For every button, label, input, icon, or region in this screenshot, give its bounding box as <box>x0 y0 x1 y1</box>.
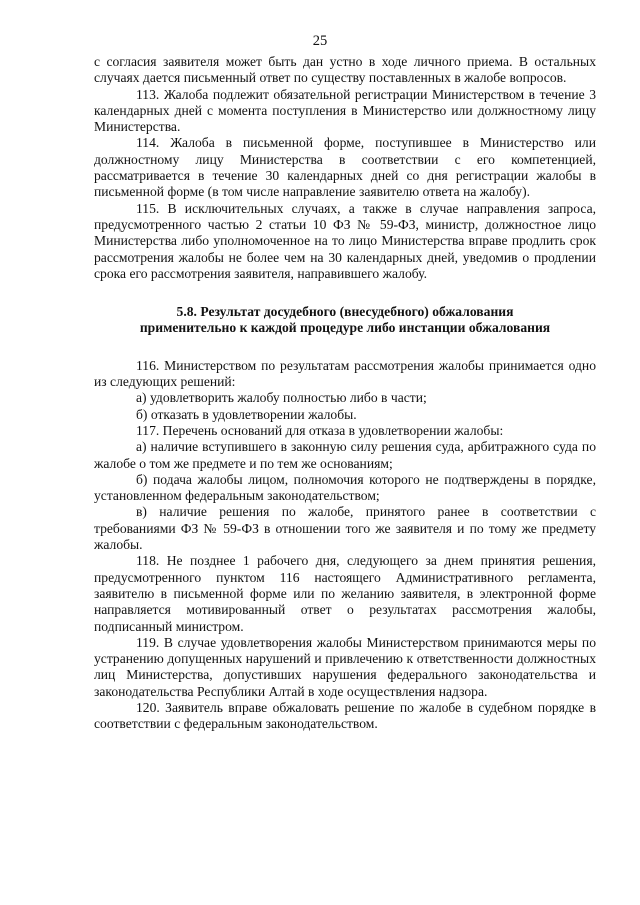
section-heading-line-1: 5.8. Результат досудебного (внесудебного) обжалования <box>176 304 514 320</box>
list-item-117-c: в) наличие решения по жалобе, принятого ранее в соответствии с требованиями ФЗ № 59-ФЗ в отношении того же заявителя и по тому же предмету жалобы. <box>94 504 596 553</box>
list-item-117-b: б) подача жалобы лицом, полномочия которого не подтверждены в порядке, установленном федеральным законодательством; <box>94 471 596 504</box>
paragraph-119: 119. В случае удовлетворения жалобы Министерством принимаются меры по устранению допущенных нарушений и привлечению к ответственности должностных лиц Министерства, допустивших нарушения федерального законодательства и законодательства Республики Алтай в ходе осуществления надзора. <box>94 634 596 699</box>
paragraph-115: 115. В исключительных случаях, а также в случае направления запроса, предусмотренного частью 2 статьи 10 ФЗ № 59-ФЗ, министр, должностное лицо Министерства либо уполномоченное на то лицо Министерства вправе продлить срок рассмотрения жалобы не более чем на 30 календарных дней, уведомив о продлении срока его рассмотрения заявителя, направившего жалобу. <box>94 200 596 281</box>
paragraph-114: 114. Жалоба в письменной форме, поступившее в Министерство или должностному лицу Министерства в соответствии с его компетенцией, рассматривается в течение 30 календарных дней со дня регистрации жалобы в письменной форме (в том числе направление заявителю ответа на жалобу). <box>94 135 596 200</box>
list-item-116-b: б) отказать в удовлетворении жалобы. <box>136 406 357 422</box>
paragraph-118: 118. Не позднее 1 рабочего дня, следующего за днем принятия решения, предусмотренного пунктом 116 настоящего Административного регламента, заявителю в письменной форме или по желанию заявителя, в электронной форме направляется мотивированный ответ о результатах рассмотрения жалобы, подписанный министром. <box>94 553 596 634</box>
document-body <box>94 54 596 733</box>
list-item-117-a: а) наличие вступившего в законную силу решения суда, арбитражного суда по жалобе о том же предмете и по тем же основаниям; <box>94 439 596 471</box>
page-number: 25 <box>312 33 328 49</box>
section-heading <box>94 304 596 337</box>
paragraph-120: 120. Заявитель вправе обжаловать решение по жалобе в судебном порядке в соответствии с федеральным законодательством. <box>94 699 596 732</box>
paragraph-continuation: с согласия заявителя может быть дан устно в ходе личного приема. В остальных случаях дается письменный ответ по существу поставленных в жалобе вопросов. <box>94 54 596 86</box>
list-item-116-a: а) удовлетворить жалобу полностью либо в части; <box>136 390 427 406</box>
paragraph-117: 117. Перечень оснований для отказа в удовлетворении жалобы: <box>136 422 504 438</box>
paragraph-113: 113. Жалоба подлежит обязательной регистрации Министерством в течение 3 календарных дней с момента поступления в Министерство или должностному лицу Министерства. <box>94 86 596 135</box>
section-heading-line-2: применительно к каждой процедуре либо инстанции обжалования <box>139 320 551 336</box>
paragraph-116: 116. Министерством по результатам рассмотрения жалобы принимается одно из следующих решений: <box>94 357 596 390</box>
